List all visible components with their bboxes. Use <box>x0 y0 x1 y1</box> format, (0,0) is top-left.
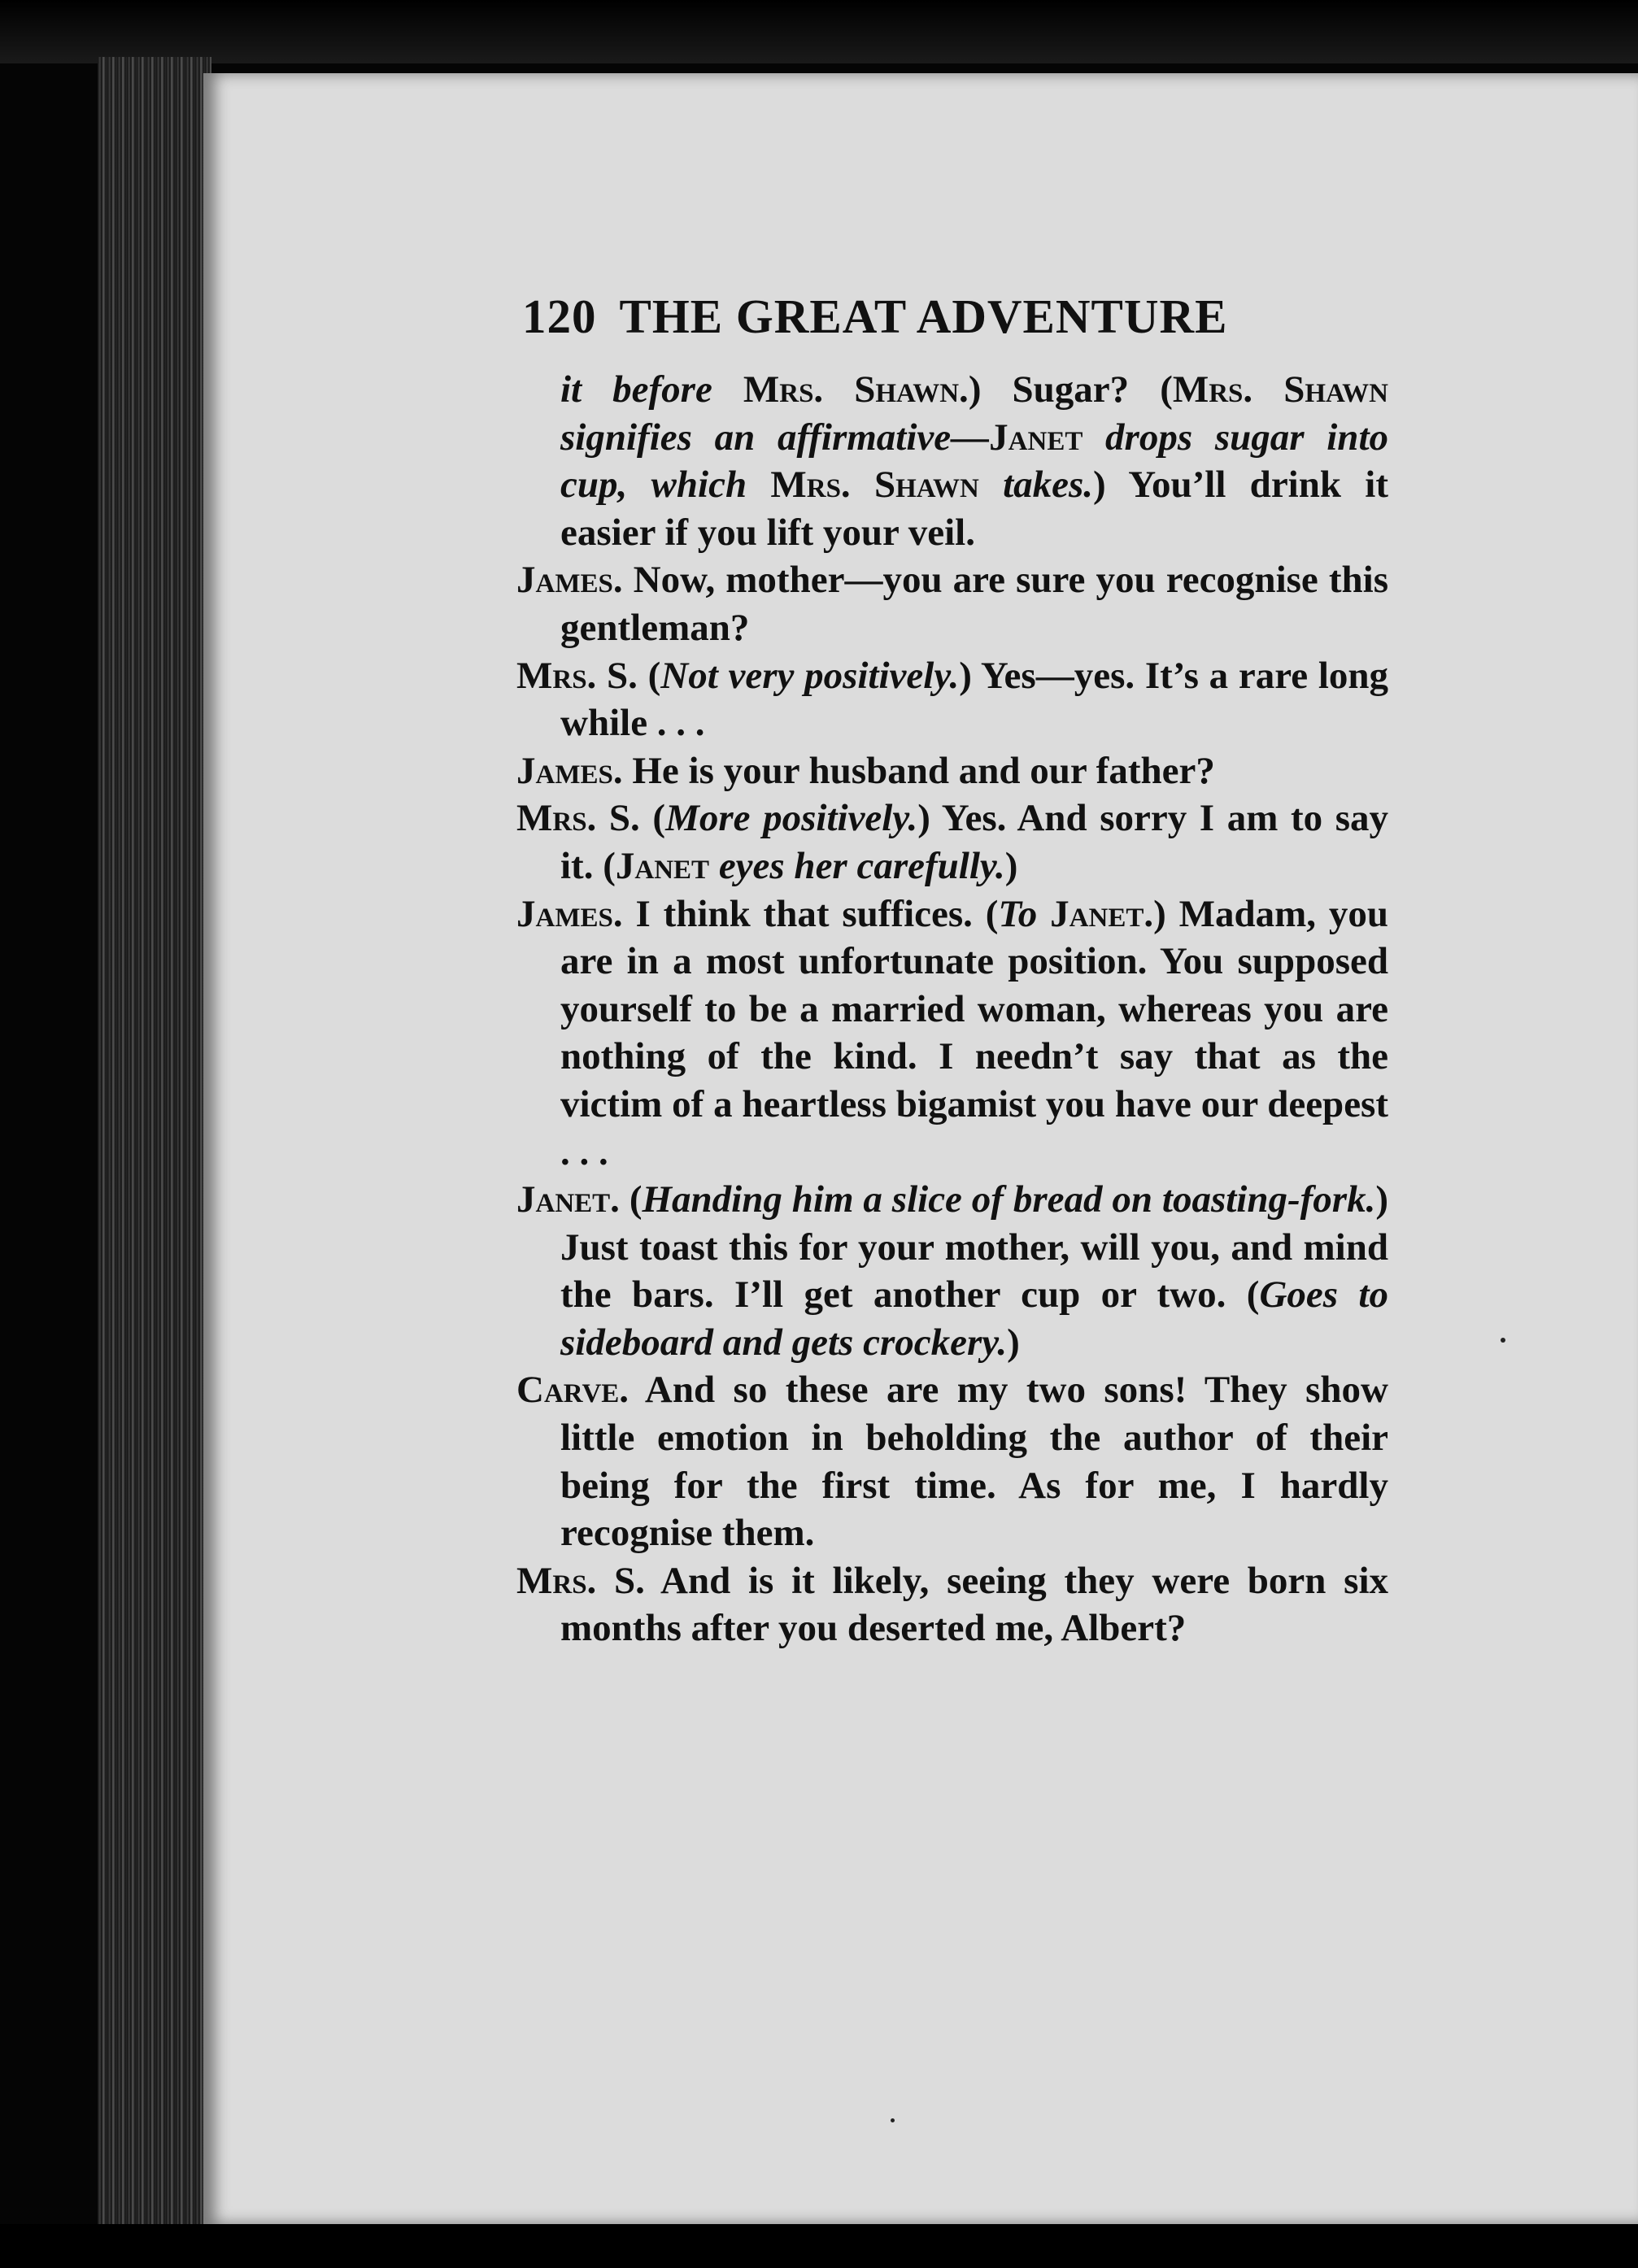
speaker-name: Mrs. S. <box>516 797 640 840</box>
stage-direction: takes. <box>978 464 1094 507</box>
stage-direction: More positively. <box>665 797 918 840</box>
speaker-name: James. <box>516 559 623 602</box>
spoken-text: ) <box>1007 1321 1020 1364</box>
spoken-text: And so these are my two sons! They show little emotion in beholding the author of their being for the first time. As for me, I hardly recognise them. <box>560 1369 1388 1555</box>
stage-direction: it before <box>560 368 743 411</box>
spoken-text: ) Sugar? ( <box>968 368 1173 411</box>
dialogue-paragraph <box>516 890 1388 1177</box>
dialogue-paragraph <box>516 747 1388 795</box>
dialogue-paragraph <box>516 556 1388 651</box>
spoken-text: Now, mother—you are sure you recognise this gentleman? <box>560 559 1388 649</box>
character-name: Mrs. Shawn <box>770 464 979 507</box>
stage-direction: To <box>998 892 1051 935</box>
speaker-name: Mrs. S. <box>516 1559 645 1602</box>
dialogue-paragraph <box>516 652 1388 747</box>
speaker-name: Janet. <box>516 1178 620 1221</box>
speaker-name: James. <box>516 749 623 792</box>
speaker-name: Mrs. S. <box>516 654 638 697</box>
stage-direction: drops sugar into cup, which <box>560 416 1389 507</box>
dust-speck <box>1501 1338 1505 1343</box>
spoken-text: ( <box>637 654 661 697</box>
spoken-text: ) Just toast this for your mother, will you, and mind the bars. I’ll get another cup or two. ( <box>560 1178 1389 1317</box>
book-page-edges <box>98 57 211 2236</box>
dialogue-paragraph <box>516 1557 1388 1652</box>
stage-direction: Not very positively. <box>660 654 960 697</box>
character-name: Janet <box>989 416 1083 459</box>
spoken-text: ( <box>639 797 666 840</box>
spoken-text: And is it likely, seeing they were born six months after you deserted me, Albert? <box>560 1559 1389 1650</box>
dialogue-text <box>516 366 1388 1652</box>
character-name: Mrs. Shawn. <box>743 368 969 411</box>
stage-direction: Handing him a slice of bread on toasting-fork. <box>642 1178 1376 1221</box>
character-name: Janet. <box>1050 892 1154 935</box>
dialogue-paragraph <box>516 794 1388 890</box>
character-name: Mrs. Shawn <box>1172 368 1389 411</box>
spoken-text: ( <box>619 1178 643 1221</box>
stage-direction: signifies an affirmative— <box>560 416 990 459</box>
spoken-text: ) Yes—yes. It’s a rare long while . . . <box>560 654 1389 745</box>
scan-bottom-border <box>0 2224 1638 2268</box>
dialogue-paragraph <box>516 1366 1388 1556</box>
running-head <box>522 289 1360 345</box>
spoken-text: ) <box>1004 844 1018 887</box>
book-title: THE GREAT ADVENTURE <box>619 289 1228 343</box>
character-name: Janet <box>615 844 710 887</box>
stage-direction: Goes to sideboard and gets crockery. <box>560 1273 1388 1364</box>
spoken-text: ) Yes. And sorry I am to say it. ( <box>560 797 1388 887</box>
scan-top-border <box>0 0 1638 63</box>
spoken-text: He is your husband and our father? <box>622 749 1215 792</box>
spoken-text: ) Madam, you are in a most unfortunate position. You supposed yourself to be a married woman, whereas you are nothing of the kind. I needn’t say that as the victim of a heartless bigamist you have our deepest . . . <box>560 892 1388 1173</box>
speaker-name: Carve. <box>516 1369 629 1412</box>
dialogue-paragraph <box>516 366 1388 556</box>
spoken-text: I think that suffices. ( <box>622 892 999 935</box>
stage-direction: eyes her carefully. <box>709 844 1005 887</box>
dust-speck <box>891 2118 895 2122</box>
dialogue-paragraph <box>516 1176 1388 1366</box>
page-number: 120 <box>522 289 597 343</box>
spoken-text: ) You’ll drink it easier if you lift your veil. <box>560 464 1389 554</box>
speaker-name: James. <box>516 892 623 935</box>
